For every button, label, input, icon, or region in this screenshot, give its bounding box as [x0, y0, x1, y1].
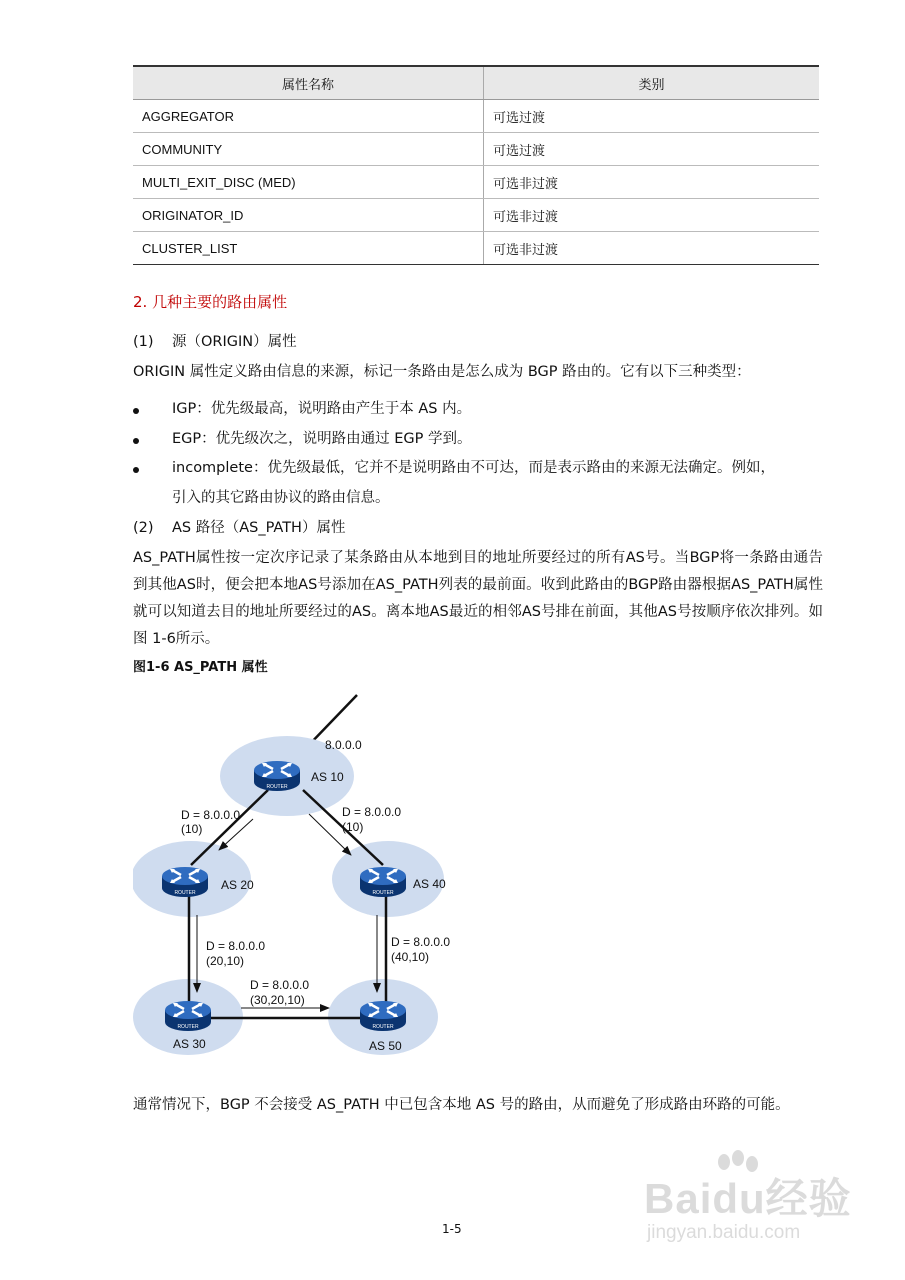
router-icon [254, 761, 300, 791]
router-badge: ROUTER [174, 890, 196, 896]
table-row [133, 133, 819, 166]
router-badge: ROUTER [372, 890, 394, 896]
closing-paragraph: 通常情况下，BGP 不会接受 AS_PATH 中已包含本地 AS 号的路由，从而避免了形成路由环路的可能。 [133, 1097, 790, 1113]
edge-dest-as10-as20: D = 8.0.0.0 [181, 808, 241, 822]
page-number: 1-5 [442, 1222, 462, 1236]
edge-path-as40-as50: (40,10) [391, 950, 430, 964]
edge-dest-as20-as30: D = 8.0.0.0 [206, 939, 266, 953]
as-path-subheading: (2) AS 路径（AS_PATH）属性 [133, 520, 346, 536]
edge-dest-as10-as40: D = 8.0.0.0 [342, 805, 402, 819]
attribute-category-cell: 可选非过渡 [484, 199, 820, 232]
attribute-category-cell: 可选过渡 [484, 100, 820, 133]
attribute-category-cell: 可选过渡 [484, 133, 820, 166]
router-icon [360, 1001, 406, 1031]
watermark-brand: Baidu经验 [644, 1175, 852, 1222]
edge-path-as30-as50: (30,20,10) [250, 993, 305, 1007]
attribute-name-cell: ORIGINATOR_ID [133, 199, 484, 232]
origin-subheading: (1) 源（ORIGIN）属性 [133, 334, 297, 350]
table-row [133, 232, 819, 265]
router-badge: ROUTER [372, 1024, 394, 1030]
prefix-label: 8.0.0.0 [325, 738, 362, 752]
router-icon [165, 1001, 211, 1031]
attribute-table [133, 65, 819, 265]
router-icon [360, 867, 406, 897]
attribute-name-cell: AGGREGATOR [133, 100, 484, 133]
bullet-incomplete: incomplete：优先级最低，它并不是说明路由不可达，而是表示路由的来源无法确定。例如， [172, 460, 775, 476]
bullet-incomplete-continued: 引入的其它路由协议的路由信息。 [172, 490, 390, 506]
node-label-as40: AS 40 [413, 877, 446, 891]
edge-path-as20-as30: (20,10) [206, 954, 245, 968]
as-path-diagram [133, 690, 453, 1070]
column-header-category: 类别 [484, 66, 820, 100]
table-header-row [133, 66, 819, 100]
node-label-as20: AS 20 [221, 878, 254, 892]
origin-intro: ORIGIN 属性定义路由信息的来源，标记一条路由是怎么成为 BGP 路由的。它有以下三种类型： [133, 364, 751, 380]
router-badge: ROUTER [177, 1024, 199, 1030]
watermark-url: jingyan.baidu.com [647, 1222, 801, 1243]
node-label-as10: AS 10 [311, 770, 344, 784]
column-header-name: 属性名称 [133, 66, 484, 100]
edge-dest-as40-as50: D = 8.0.0.0 [391, 935, 451, 949]
as-path-paragraph: AS_PATH属性按一定次序记录了某条路由从本地到目的地址所要经过的所有AS号。当BGP将一条路由通告到其他AS时，便会把本地AS号添加在AS_PATH列表的最前面。收到此路由的BGP路由器根据AS_PATH属性就可以知道去目的地址所要经过的AS。离本地AS最近的相邻AS号排在前面，其他AS号按顺序依次排列。如 图 1-6所示。 [133, 550, 823, 647]
bullet-dot [133, 438, 139, 444]
figure-caption: 图1-6 AS_PATH 属性 [133, 660, 268, 675]
bullet-igp: IGP：优先级最高，说明路由产生于本 AS 内。 [172, 401, 472, 417]
bullet-egp: EGP：优先级次之，说明路由通过 EGP 学到。 [172, 431, 472, 447]
attribute-name-cell: COMMUNITY [133, 133, 484, 166]
node-label-as30: AS 30 [173, 1037, 206, 1051]
bullet-dot [133, 467, 139, 473]
node-label-as50: AS 50 [369, 1039, 402, 1053]
edge-dest-as30-as50: D = 8.0.0.0 [250, 978, 310, 992]
attribute-name-cell: MULTI_EXIT_DISC (MED) [133, 166, 484, 199]
table-row [133, 199, 819, 232]
attribute-name-cell: CLUSTER_LIST [133, 232, 484, 265]
attribute-category-cell: 可选非过渡 [484, 166, 820, 199]
router-badge: ROUTER [266, 784, 288, 790]
edge-path-as10-as20: (10) [181, 822, 203, 836]
table-row [133, 100, 819, 133]
edge-path-as10-as40: (10) [342, 820, 364, 834]
bullet-dot [133, 408, 139, 414]
table-row [133, 166, 819, 199]
baidu-watermark [612, 1148, 872, 1258]
attribute-category-cell: 可选非过渡 [484, 232, 820, 265]
section-heading: 2. 几种主要的路由属性 [133, 293, 288, 311]
router-icon [162, 867, 208, 897]
